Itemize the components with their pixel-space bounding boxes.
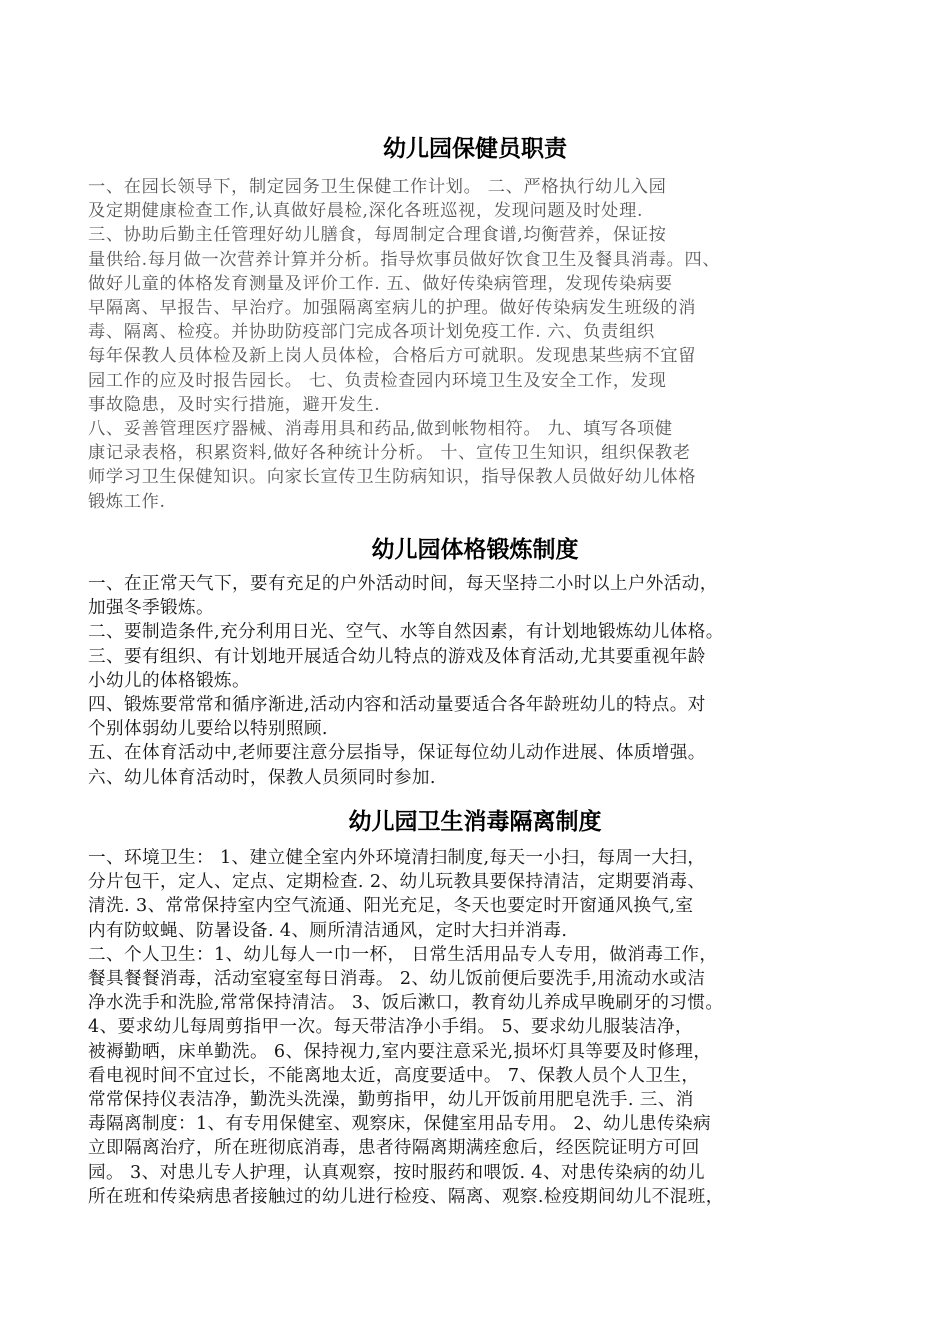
text-line: 三、协助后勤主任管理好幼儿膳食，每周制定合理食谱,均衡营养，保证按 bbox=[88, 225, 667, 246]
text-line: 看电视时间不宜过长，不能离地太近，高度要适中。 7、保教人员个人卫生， bbox=[88, 1065, 700, 1086]
text-line: 二、个人卫生：1、幼儿每人一巾一杯， 日常生活用品专人专用，做消毒工作， bbox=[88, 944, 718, 965]
text-line: 常常保持仪表洁净，勤洗头洗澡，勤剪指甲，幼儿开饭前用肥皂洗手. 三、消 bbox=[88, 1090, 694, 1111]
text-line: 康记录表格，积累资料,做好各种统计分析。 十、宣传卫生知识，组织保教老 bbox=[88, 443, 691, 464]
text-line: 早隔离、早报告、早治疗。加强隔离室病儿的护理。做好传染病发生班级的消 bbox=[88, 298, 697, 319]
text-line: 毒、隔离、检疫。并协助防疫部门完成各项计划免疫工作. 六、负责组织 bbox=[88, 322, 655, 343]
text-line: 分片包干，定人、定点、定期检查. 2、幼儿玩教具要保持清洁，定期要消毒、 bbox=[88, 872, 706, 893]
text-line: 毒隔离制度：1、有专用保健室、观察床，保健室用品专用。 2、幼儿患传染病 bbox=[88, 1114, 711, 1135]
section-title-hygiene-disinfection-rules: 幼儿园卫生消毒隔离制度 bbox=[348, 809, 602, 835]
text-line: 4、要求幼儿每周剪指甲一次。每天带洁净小手绢。 5、要求幼儿服装洁净， bbox=[88, 1017, 693, 1038]
section-title-health-worker-duties: 幼儿园保健员职责 bbox=[383, 136, 567, 162]
text-line: 做好儿童的体格发育测量及评价工作. 五、做好传染病管理，发现传染病要 bbox=[88, 273, 673, 294]
text-line: 锻炼工作. bbox=[88, 491, 166, 512]
text-line: 小幼儿的体格锻炼。 bbox=[88, 670, 250, 691]
text-line: 一、在园长领导下，制定园务卫生保健工作计划。 二、严格执行幼儿入园 bbox=[88, 177, 667, 197]
text-line: 二、要制造条件,充分利用日光、空气、水等自然因素，有计划地锻炼幼儿体格。 bbox=[88, 622, 724, 643]
text-line: 加强冬季锻炼。 bbox=[88, 598, 214, 619]
text-line: 及定期健康检查工作,认真做好晨检,深化各班巡视，发现问题及时处理. bbox=[88, 201, 644, 222]
text-line: 立即隔离治疗，所在班彻底消毒，患者待隔离期满痊愈后，经医院证明方可回 bbox=[88, 1138, 700, 1159]
text-line: 五、在体育活动中,老师要注意分层指导，保证每位幼儿动作进展、体质增强。 bbox=[88, 743, 706, 764]
text-line: 清洗. 3、常常保持室内空气流通、阳光充足，冬天也要定时开窗通风换气,室 bbox=[88, 896, 694, 917]
text-line: 六、幼儿体育活动时，保教人员须同时参加. bbox=[88, 767, 436, 788]
text-line: 师学习卫生保健知识。向家长宣传卫生防病知识，指导保教人员做好幼儿体格 bbox=[88, 467, 697, 488]
text-line: 所在班和传染病患者接触过的幼儿进行检疫、隔离、观察.检疫期间幼儿不混班， bbox=[88, 1186, 724, 1207]
section-body-hygiene-disinfection-rules bbox=[88, 846, 888, 1209]
text-line: 量供给.每月做一次营养计算并分析。指导炊事员做好饮食卫生及餐具消毒。四、 bbox=[88, 249, 721, 270]
text-line: 三、要有组织、有计划地开展适合幼儿特点的游戏及体育活动,尤其要重视年龄 bbox=[88, 646, 706, 667]
text-line: 园工作的应及时报告园长。 七、负责检查园内环境卫生及安全工作，发现 bbox=[88, 370, 667, 391]
text-line: 八、妥善管理医疗器械、消毒用具和药品,做到帐物相符。 九、填写各项健 bbox=[88, 419, 673, 440]
text-line: 被褥勤晒，床单勤洗。 6、保持视力,室内要注意采光,损坏灯具等要及时修理， bbox=[88, 1041, 712, 1062]
text-line: 餐具餐餐消毒，活动室寝室每日消毒。 2、幼儿饭前便后要洗手,用流动水或洁 bbox=[88, 969, 706, 990]
text-line: 内有防蚊蝇、防暑设备. 4、厕所清洁通风，定时大扫并消毒. bbox=[88, 920, 568, 941]
text-line: 园。 3、对患儿专人护理，认真观察，按时服药和喂饭. 4、对患传染病的幼儿 bbox=[88, 1162, 705, 1183]
text-line: 一、环境卫生： 1、建立健全室内外环境清扫制度,每天一小扫，每周一大扫， bbox=[88, 848, 706, 868]
text-line: 一、在正常天气下，要有充足的户外活动时间，每天坚持二小时以上户外活动， bbox=[88, 574, 718, 594]
text-line: 每年保教人员体检及新上岗人员体检，合格后方可就职。发现患某些病不宜留 bbox=[88, 346, 697, 367]
section-body-health-worker-duties bbox=[88, 175, 878, 514]
text-line: 净水洗手和洗脸,常常保持清洁。 3、饭后漱口，教育幼儿养成早晚刷牙的习惯。 bbox=[88, 993, 724, 1014]
section-body-physical-exercise-rules bbox=[88, 572, 888, 790]
text-line: 事故隐患，及时实行措施，避开发生. bbox=[88, 394, 381, 415]
text-line: 四、锻炼要常常和循序渐进,活动内容和活动量要适合各年龄班幼儿的特点。对 bbox=[88, 695, 706, 716]
text-line: 个别体弱幼儿要给以特别照顾. bbox=[88, 719, 328, 740]
section-title-physical-exercise-rules: 幼儿园体格锻炼制度 bbox=[371, 537, 579, 563]
